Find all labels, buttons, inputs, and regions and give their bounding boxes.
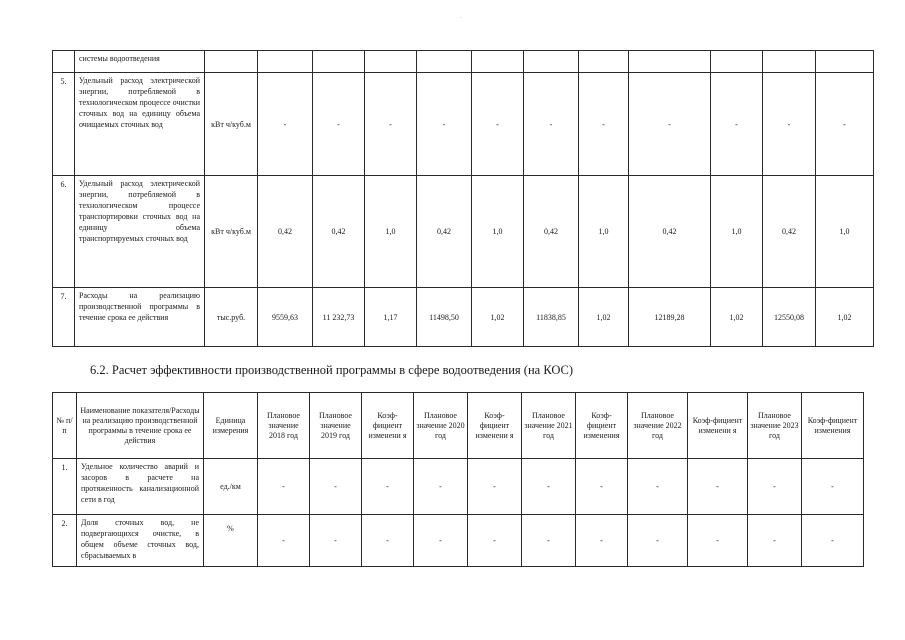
value-cell: - bbox=[310, 459, 362, 515]
column-header: Коэф-фициент изменени я bbox=[362, 393, 414, 459]
efficiency-table bbox=[52, 392, 864, 567]
column-header: Единица измерения bbox=[204, 393, 258, 459]
value-cell: - bbox=[628, 515, 688, 567]
column-header: Плановое значение 2022 год bbox=[628, 393, 688, 459]
column-header: Коэф-фициент изменения bbox=[802, 393, 864, 459]
indicator-name-cell: Удельный расход электрической энергии, потребляемой в технологическом процессе транспортировки сточных вод на единицу объема транспортируемых сточных вод bbox=[75, 176, 205, 288]
value-cell: - bbox=[748, 515, 802, 567]
table-row bbox=[53, 176, 874, 288]
indicators-table-continued bbox=[52, 50, 874, 347]
value-cell: 1,17 bbox=[365, 288, 417, 347]
value-cell: - bbox=[365, 73, 417, 176]
value-cell: - bbox=[522, 459, 576, 515]
value-cell: - bbox=[629, 73, 711, 176]
row-number-cell: 1. bbox=[53, 459, 77, 515]
value-cell: 1,0 bbox=[579, 176, 629, 288]
table-row bbox=[53, 73, 874, 176]
value-cell: 1,02 bbox=[816, 288, 874, 347]
value-cell: - bbox=[802, 459, 864, 515]
column-header: № п/п bbox=[53, 393, 77, 459]
column-header: Наименование показателя/Расходы на реализацию производственной программы в течение срока ее действия bbox=[77, 393, 204, 459]
column-header: Коэф-фициент изменения bbox=[576, 393, 628, 459]
value-cell: 1,0 bbox=[472, 176, 524, 288]
unit-cell: ед./км bbox=[204, 459, 258, 515]
value-cell: 0,42 bbox=[524, 176, 579, 288]
value-cell: - bbox=[417, 73, 472, 176]
unit-cell: кВт ч/куб.м bbox=[205, 176, 258, 288]
value-cell: - bbox=[258, 73, 313, 176]
value-cell: - bbox=[748, 459, 802, 515]
value-cell: - bbox=[468, 459, 522, 515]
table-header-row bbox=[53, 393, 864, 459]
value-cell: - bbox=[688, 459, 748, 515]
value-cell: 12550,08 bbox=[763, 288, 816, 347]
value-cell: - bbox=[711, 73, 763, 176]
value-cell: 0,42 bbox=[417, 176, 472, 288]
unit-cell: кВт ч/куб.м bbox=[205, 73, 258, 176]
value-cell: 12189,28 bbox=[629, 288, 711, 347]
indicator-name-cell: Удельный расход электрической энергии, потребляемой в технологическом процессе очистки сточных вод на единицу объема очищаемых сточных вод bbox=[75, 73, 205, 176]
value-cell: 11498,50 bbox=[417, 288, 472, 347]
row-number-cell: 2. bbox=[53, 515, 77, 567]
value-cell: - bbox=[258, 459, 310, 515]
unit-cell: % bbox=[204, 515, 258, 567]
row-number-cell: 6. bbox=[53, 176, 75, 288]
value-cell: 0,42 bbox=[258, 176, 313, 288]
value-cell: - bbox=[468, 515, 522, 567]
row-number-cell: 7. bbox=[53, 288, 75, 347]
value-cell: - bbox=[763, 73, 816, 176]
value-cell: - bbox=[576, 459, 628, 515]
value-cell: - bbox=[628, 459, 688, 515]
column-header: Плановое значение 2019 год bbox=[310, 393, 362, 459]
row-number-cell: 5. bbox=[53, 73, 75, 176]
value-cell: - bbox=[522, 515, 576, 567]
indicator-name-cell: Удельное количество аварий и засоров в расчете на протяженность канализационной сети в год bbox=[77, 459, 204, 515]
value-cell: - bbox=[313, 73, 365, 176]
table-row bbox=[53, 51, 874, 73]
value-cell: - bbox=[362, 459, 414, 515]
value-cell: 1,02 bbox=[579, 288, 629, 347]
value-cell: - bbox=[524, 73, 579, 176]
value-cell: - bbox=[472, 73, 524, 176]
indicator-name-cell: системы водоотведения bbox=[75, 51, 205, 73]
row-number-cell bbox=[53, 51, 75, 73]
table-row bbox=[53, 459, 864, 515]
column-header: Коэф-фициент изменени я bbox=[688, 393, 748, 459]
value-cell: - bbox=[414, 515, 468, 567]
value-cell: - bbox=[576, 515, 628, 567]
indicator-name-cell: Расходы на реализацию производственной программы в течение срока ее действия bbox=[75, 288, 205, 347]
column-header: Плановое значение 2018 год bbox=[258, 393, 310, 459]
value-cell: - bbox=[362, 515, 414, 567]
column-header: Плановое значение 2023 год bbox=[748, 393, 802, 459]
table-row bbox=[53, 288, 874, 347]
value-cell: - bbox=[310, 515, 362, 567]
value-cell: 9559,63 bbox=[258, 288, 313, 347]
page-mark: . bbox=[460, 14, 462, 20]
value-cell: 1,0 bbox=[365, 176, 417, 288]
table-row bbox=[53, 515, 864, 567]
value-cell: 1,02 bbox=[472, 288, 524, 347]
value-cell: - bbox=[688, 515, 748, 567]
value-cell: 0,42 bbox=[763, 176, 816, 288]
value-cell: - bbox=[579, 73, 629, 176]
value-cell: 0,42 bbox=[313, 176, 365, 288]
unit-cell: тыс.руб. bbox=[205, 288, 258, 347]
value-cell: 11838,85 bbox=[524, 288, 579, 347]
value-cell: - bbox=[802, 515, 864, 567]
indicator-name-cell: Доля сточных вод, не подвергающихся очистке, в общем объеме сточных вод, сбрасываемых в bbox=[77, 515, 204, 567]
value-cell: 1,0 bbox=[816, 176, 874, 288]
section-heading: 6.2. Расчет эффективности производственной программы в сфере водоотведения (на КОС) bbox=[90, 363, 574, 377]
value-cell: 1,0 bbox=[711, 176, 763, 288]
value-cell: - bbox=[414, 459, 468, 515]
column-header: Коэф-фициент изменени я bbox=[468, 393, 522, 459]
value-cell: - bbox=[816, 73, 874, 176]
column-header: Плановое значение 2021 год bbox=[522, 393, 576, 459]
value-cell: - bbox=[258, 515, 310, 567]
value-cell: 0,42 bbox=[629, 176, 711, 288]
column-header: Плановое значение 2020 год bbox=[414, 393, 468, 459]
value-cell: 11 232,73 bbox=[313, 288, 365, 347]
value-cell: 1,02 bbox=[711, 288, 763, 347]
